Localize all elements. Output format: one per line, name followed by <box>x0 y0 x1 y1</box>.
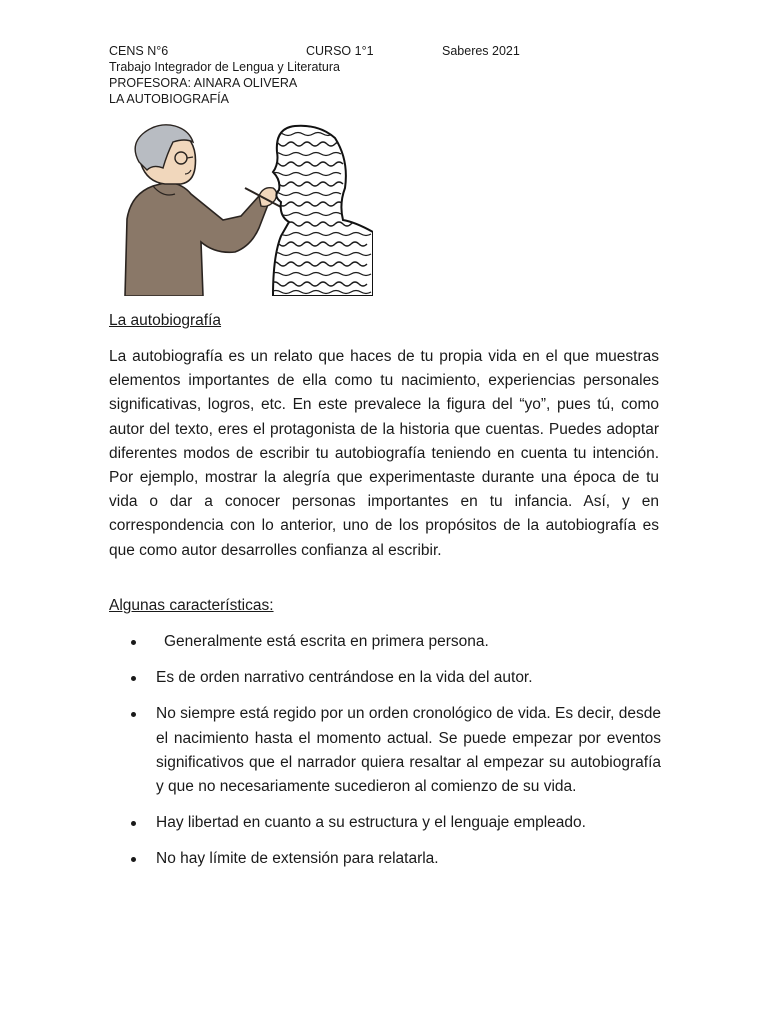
school-name: CENS N°6 <box>109 44 169 58</box>
subject-line: Trabajo Integrador de Lengua y Literatura <box>109 60 340 74</box>
section-title-caracteristicas: Algunas características: <box>109 597 274 614</box>
writer-illustration <box>123 124 373 296</box>
bullet-icon <box>131 821 136 826</box>
bullet-icon <box>131 676 136 681</box>
list-item: Es de orden narrativo centrándose en la vida del autor. <box>109 666 661 690</box>
saberes-label: Saberes 2021 <box>442 44 520 58</box>
header-row <box>109 43 669 59</box>
teacher-line: PROFESORA: AINARA OLIVERA <box>109 76 298 90</box>
list-item: Hay libertad en cuanto a su estructura y el lenguaje empleado. <box>109 811 661 835</box>
characteristics-list <box>109 630 661 884</box>
list-item: No siempre está regido por un orden cronológico de vida. Es decir, desde el nacimiento hasta el momento actual. Se puede empezar por eventos significativos que el narrador quiera resaltar al empezar su autobiografía y que no necesariamente sucedieron al comienzo de su vida. <box>109 702 661 799</box>
list-item: No hay límite de extensión para relatarla. <box>109 847 661 871</box>
topic-line: LA AUTOBIOGRAFÍA <box>109 92 229 106</box>
intro-paragraph: La autobiografía es un relato que haces de tu propia vida en el que muestras elementos importantes de ella como tu nacimiento, experiencias personales significativas, logros, etc. En este prevalece la figura del “yo”, pues tú, como autor del texto, eres el protagonista de la historia que cuentas. Puedes adoptar diferentes modos de escribir tu autobiografía teniendo en cuenta tu intención. Por ejemplo, mostrar la alegría que experimentaste durante una época de tu vida o dar a conocer personas importantes en tu infancia. Así, y en correspondencia con lo anterior, uno de los propósitos de la autobiografía es que como autor desarrolles confianza al escribir. <box>109 348 659 559</box>
bullet-icon <box>131 640 136 645</box>
section-title-autobiografia: La autobiografía <box>109 312 222 329</box>
bullet-icon <box>131 712 136 717</box>
list-item: Generalmente está escrita en primera persona. <box>109 630 661 654</box>
text-silhouette <box>271 126 373 296</box>
course-name: CURSO 1°1 <box>306 44 374 58</box>
bullet-icon <box>131 857 136 862</box>
